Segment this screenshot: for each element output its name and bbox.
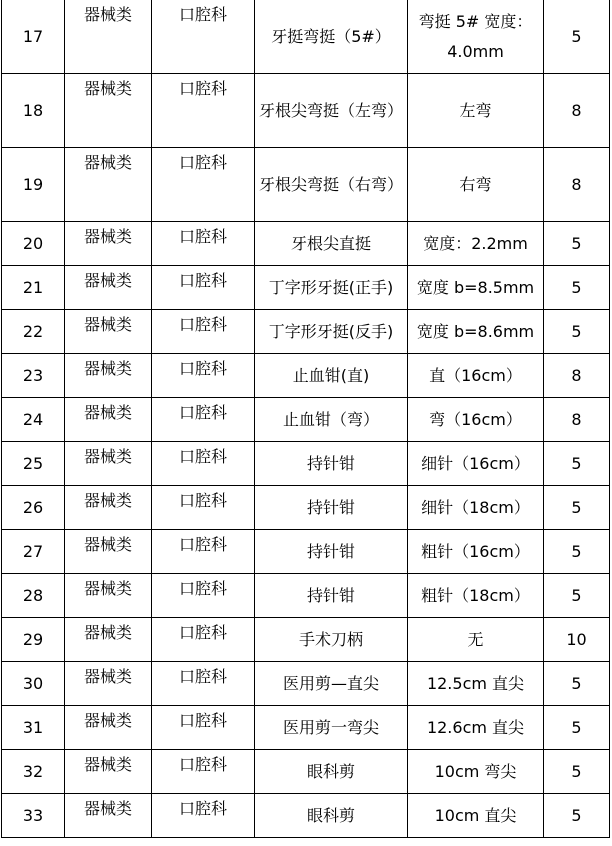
table-row xyxy=(2,706,610,750)
table-row xyxy=(2,354,610,398)
quantity-cell: 8 xyxy=(544,148,610,222)
spec-cell: 宽度 b=8.6mm xyxy=(408,310,544,354)
spec-cell: 12.5cm 直尖 xyxy=(408,662,544,706)
row-number: 17 xyxy=(2,0,65,74)
item-name-cell: 牙根尖直挺 xyxy=(255,222,408,266)
table-row xyxy=(2,794,610,838)
item-name-cell: 牙根尖弯挺（左弯） xyxy=(255,74,408,148)
row-number: 24 xyxy=(2,398,65,442)
table-row xyxy=(2,266,610,310)
category-cell: 器械类 xyxy=(65,750,152,794)
quantity-cell: 5 xyxy=(544,530,610,574)
row-number: 27 xyxy=(2,530,65,574)
row-number: 19 xyxy=(2,148,65,222)
table-row xyxy=(2,148,610,222)
category-cell: 器械类 xyxy=(65,0,152,74)
quantity-cell: 8 xyxy=(544,398,610,442)
item-name-cell: 牙挺弯挺（5#） xyxy=(255,0,408,74)
spec-cell: 右弯 xyxy=(408,148,544,222)
row-number: 21 xyxy=(2,266,65,310)
department-cell: 口腔科 xyxy=(152,662,255,706)
table-row xyxy=(2,486,610,530)
category-cell: 器械类 xyxy=(65,706,152,750)
department-cell: 口腔科 xyxy=(152,148,255,222)
spec-cell: 粗针（18cm） xyxy=(408,574,544,618)
item-name-cell: 医用剪一弯尖 xyxy=(255,706,408,750)
category-cell: 器械类 xyxy=(65,442,152,486)
table-row xyxy=(2,398,610,442)
item-name-cell: 眼科剪 xyxy=(255,794,408,838)
row-number: 26 xyxy=(2,486,65,530)
spec-cell: 细针（16cm） xyxy=(408,442,544,486)
spec-cell: 粗针（16cm） xyxy=(408,530,544,574)
category-cell: 器械类 xyxy=(65,662,152,706)
category-cell: 器械类 xyxy=(65,310,152,354)
table-row xyxy=(2,662,610,706)
department-cell: 口腔科 xyxy=(152,750,255,794)
category-cell: 器械类 xyxy=(65,486,152,530)
item-name-cell: 丁字形牙挺(反手) xyxy=(255,310,408,354)
department-cell: 口腔科 xyxy=(152,74,255,148)
item-name-cell: 医用剪—直尖 xyxy=(255,662,408,706)
spec-cell: 细针（18cm） xyxy=(408,486,544,530)
table-row xyxy=(2,310,610,354)
table-row xyxy=(2,574,610,618)
quantity-cell: 5 xyxy=(544,0,610,74)
category-cell: 器械类 xyxy=(65,794,152,838)
department-cell: 口腔科 xyxy=(152,618,255,662)
item-name-cell: 持针钳 xyxy=(255,442,408,486)
department-cell: 口腔科 xyxy=(152,266,255,310)
item-name-cell: 牙根尖弯挺（右弯） xyxy=(255,148,408,222)
spec-cell: 无 xyxy=(408,618,544,662)
spec-cell: 弯（16cm） xyxy=(408,398,544,442)
department-cell: 口腔科 xyxy=(152,486,255,530)
category-cell: 器械类 xyxy=(65,148,152,222)
quantity-cell: 5 xyxy=(544,706,610,750)
table-row xyxy=(2,750,610,794)
item-name-cell: 眼科剪 xyxy=(255,750,408,794)
row-number: 22 xyxy=(2,310,65,354)
table-row xyxy=(2,442,610,486)
department-cell: 口腔科 xyxy=(152,222,255,266)
spec-cell: 10cm 弯尖 xyxy=(408,750,544,794)
category-cell: 器械类 xyxy=(65,618,152,662)
category-cell: 器械类 xyxy=(65,74,152,148)
row-number: 31 xyxy=(2,706,65,750)
quantity-cell: 8 xyxy=(544,354,610,398)
spec-cell: 弯挺 5# 宽度：4.0mm xyxy=(408,0,544,74)
item-name-cell: 止血钳（弯） xyxy=(255,398,408,442)
item-name-cell: 持针钳 xyxy=(255,486,408,530)
department-cell: 口腔科 xyxy=(152,310,255,354)
department-cell: 口腔科 xyxy=(152,706,255,750)
quantity-cell: 5 xyxy=(544,442,610,486)
quantity-cell: 5 xyxy=(544,750,610,794)
item-name-cell: 持针钳 xyxy=(255,574,408,618)
row-number: 32 xyxy=(2,750,65,794)
item-name-cell: 手术刀柄 xyxy=(255,618,408,662)
category-cell: 器械类 xyxy=(65,574,152,618)
item-name-cell: 持针钳 xyxy=(255,530,408,574)
category-cell: 器械类 xyxy=(65,354,152,398)
spec-cell: 宽度 b=8.5mm xyxy=(408,266,544,310)
department-cell: 口腔科 xyxy=(152,442,255,486)
table-row xyxy=(2,530,610,574)
table-body xyxy=(2,0,610,838)
row-number: 30 xyxy=(2,662,65,706)
quantity-cell: 5 xyxy=(544,266,610,310)
department-cell: 口腔科 xyxy=(152,0,255,74)
table-row xyxy=(2,618,610,662)
spec-cell: 12.6cm 直尖 xyxy=(408,706,544,750)
item-name-cell: 止血钳(直) xyxy=(255,354,408,398)
row-number: 33 xyxy=(2,794,65,838)
category-cell: 器械类 xyxy=(65,530,152,574)
quantity-cell: 5 xyxy=(544,222,610,266)
quantity-cell: 5 xyxy=(544,574,610,618)
spec-cell: 直（16cm） xyxy=(408,354,544,398)
quantity-cell: 5 xyxy=(544,486,610,530)
department-cell: 口腔科 xyxy=(152,574,255,618)
row-number: 25 xyxy=(2,442,65,486)
table-row xyxy=(2,222,610,266)
department-cell: 口腔科 xyxy=(152,794,255,838)
department-cell: 口腔科 xyxy=(152,398,255,442)
row-number: 23 xyxy=(2,354,65,398)
spec-cell: 宽度：2.2mm xyxy=(408,222,544,266)
category-cell: 器械类 xyxy=(65,398,152,442)
category-cell: 器械类 xyxy=(65,222,152,266)
category-cell: 器械类 xyxy=(65,266,152,310)
item-name-cell: 丁字形牙挺(正手) xyxy=(255,266,408,310)
table-row xyxy=(2,0,610,74)
spec-cell: 10cm 直尖 xyxy=(408,794,544,838)
quantity-cell: 5 xyxy=(544,794,610,838)
quantity-cell: 5 xyxy=(544,662,610,706)
table-row xyxy=(2,74,610,148)
quantity-cell: 5 xyxy=(544,310,610,354)
equipment-table xyxy=(1,0,610,838)
quantity-cell: 8 xyxy=(544,74,610,148)
department-cell: 口腔科 xyxy=(152,530,255,574)
row-number: 18 xyxy=(2,74,65,148)
row-number: 29 xyxy=(2,618,65,662)
row-number: 28 xyxy=(2,574,65,618)
row-number: 20 xyxy=(2,222,65,266)
spec-cell: 左弯 xyxy=(408,74,544,148)
quantity-cell: 10 xyxy=(544,618,610,662)
department-cell: 口腔科 xyxy=(152,354,255,398)
